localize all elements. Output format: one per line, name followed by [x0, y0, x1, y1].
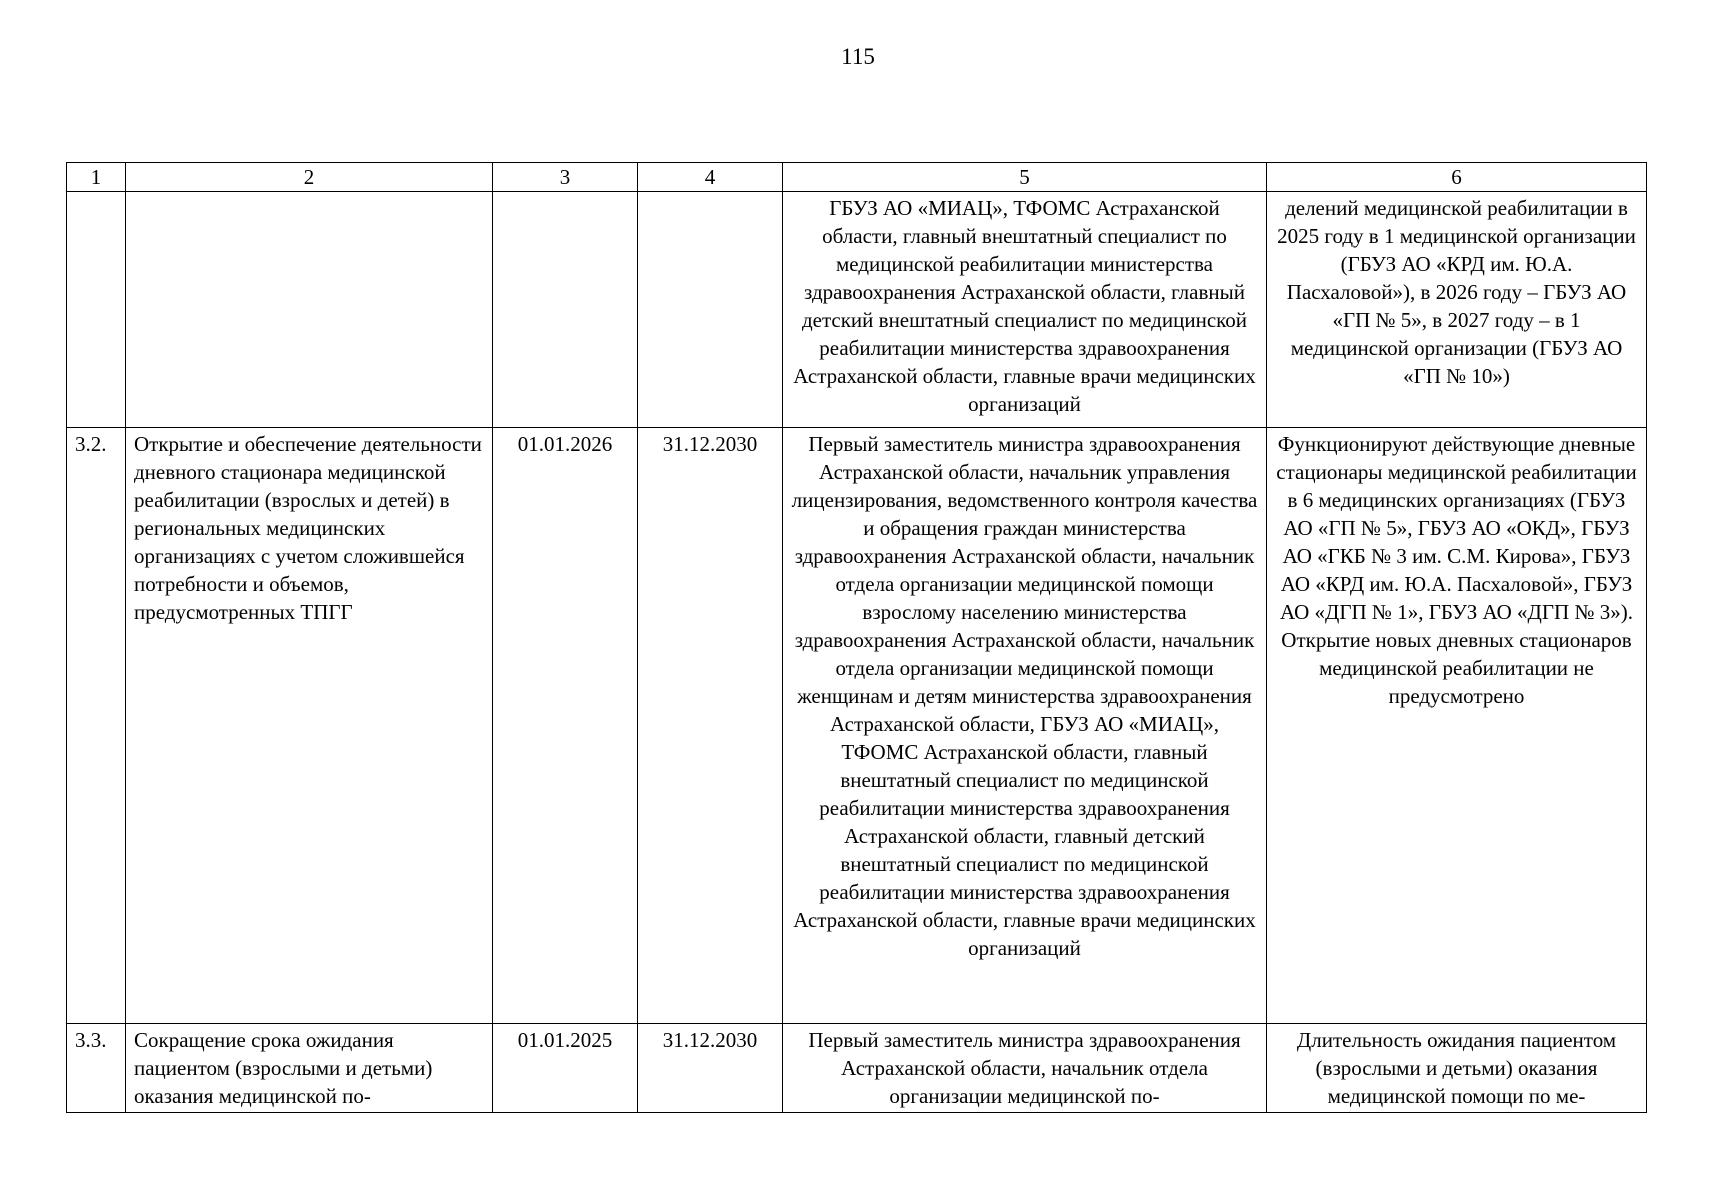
table-header-row: [67, 163, 1647, 192]
end-date-cell: 31.12.2030: [638, 428, 783, 1024]
end-date-cell: [638, 192, 783, 428]
responsible-cell: ГБУЗ АО «МИАЦ», ТФОМС Астраханской области, главный внештатный специалист по медицинской реабилитации министерства здравоохранения Астраханской области, главный детский внештатный специалист по медицинской реабилитации министерства здравоохранения Астраханской области, главные врачи медицинских организаций: [783, 192, 1267, 428]
result-paragraph: Функционируют действующие дневные стационары медицинской реабилитации в 6 медицинских организациях (ГБУЗ АО «ГП № 5», ГБУЗ АО «ОКД», ГБУЗ АО «ГКБ № 3 им. С.М. Кирова», ГБУЗ АО «КРД им. Ю.А. Пасхаловой», ГБУЗ АО «ДГП № 1», ГБУЗ АО «ДГП № 3»).: [1276, 432, 1637, 624]
result-cell: Длительность ожидания пациентом (взрослыми и детьми) оказания медицинской помощи по ме-: [1267, 1024, 1647, 1113]
column-header-6: 6: [1267, 163, 1647, 192]
table-row: [67, 1024, 1647, 1113]
column-header-2: 2: [126, 163, 493, 192]
result-cell: делений медицинской реабилитации в 2025 году в 1 медицинской организации (ГБУЗ АО «КРД им. Ю.А. Пасхаловой»), в 2026 году – ГБУЗ АО «ГП № 5», в 2027 году – в 1 медицинской организации (ГБУЗ АО «ГП № 10»): [1267, 192, 1647, 428]
start-date-cell: 01.01.2025: [493, 1024, 638, 1113]
responsible-cell: Первый заместитель министра здравоохранения Астраханской области, начальник отдела организации медицинской по-: [783, 1024, 1267, 1113]
result-cell: [1267, 428, 1647, 1024]
row-number: 3.2.: [67, 428, 126, 1024]
column-header-5: 5: [783, 163, 1267, 192]
column-header-4: 4: [638, 163, 783, 192]
responsible-cell: Первый заместитель министра здравоохранения Астраханской области, начальник управления лицензирования, ведомственного контроля качества и обращения граждан министерства здравоохранения Астраханской области, начальник отдела организации медицинской помощи взрослому населению министерства здравоохранения Астраханской области, начальник отдела организации медицинской помощи женщинам и детям министерства здравоохранения Астраханской области, ГБУЗ АО «МИАЦ», ТФОМС Астраханской области, главный внештатный специалист по медицинской реабилитации министерства здравоохранения Астраханской области, главный детский внештатный специалист по медицинской реабилитации министерства здравоохранения Астраханской области, главные врачи медицинских организаций: [783, 428, 1267, 1024]
end-date-cell: 31.12.2030: [638, 1024, 783, 1113]
row-number: 3.3.: [67, 1024, 126, 1113]
measure-cell: [126, 192, 493, 428]
measure-cell: Открытие и обеспечение деятельности дневного стационара медицинской реабилитации (взрослых и детей) в региональных медицинских организациях с учетом сложившейся потребности и объемов, предусмотренных ТПГГ: [126, 428, 493, 1024]
start-date-cell: [493, 192, 638, 428]
measures-table: [66, 162, 1647, 1113]
table-row: [67, 428, 1647, 1024]
row-number: [67, 192, 126, 428]
page-number: 115: [841, 44, 875, 69]
start-date-cell: 01.01.2026: [493, 428, 638, 1024]
column-header-1: 1: [67, 163, 126, 192]
column-header-3: 3: [493, 163, 638, 192]
result-paragraph: Открытие новых дневных стационаров медицинской реабилитации не предусмотрено: [1281, 628, 1632, 708]
measure-cell: Сокращение срока ожидания пациентом (взрослыми и детьми) оказания медицинской по-: [126, 1024, 493, 1113]
table-row: [67, 192, 1647, 428]
